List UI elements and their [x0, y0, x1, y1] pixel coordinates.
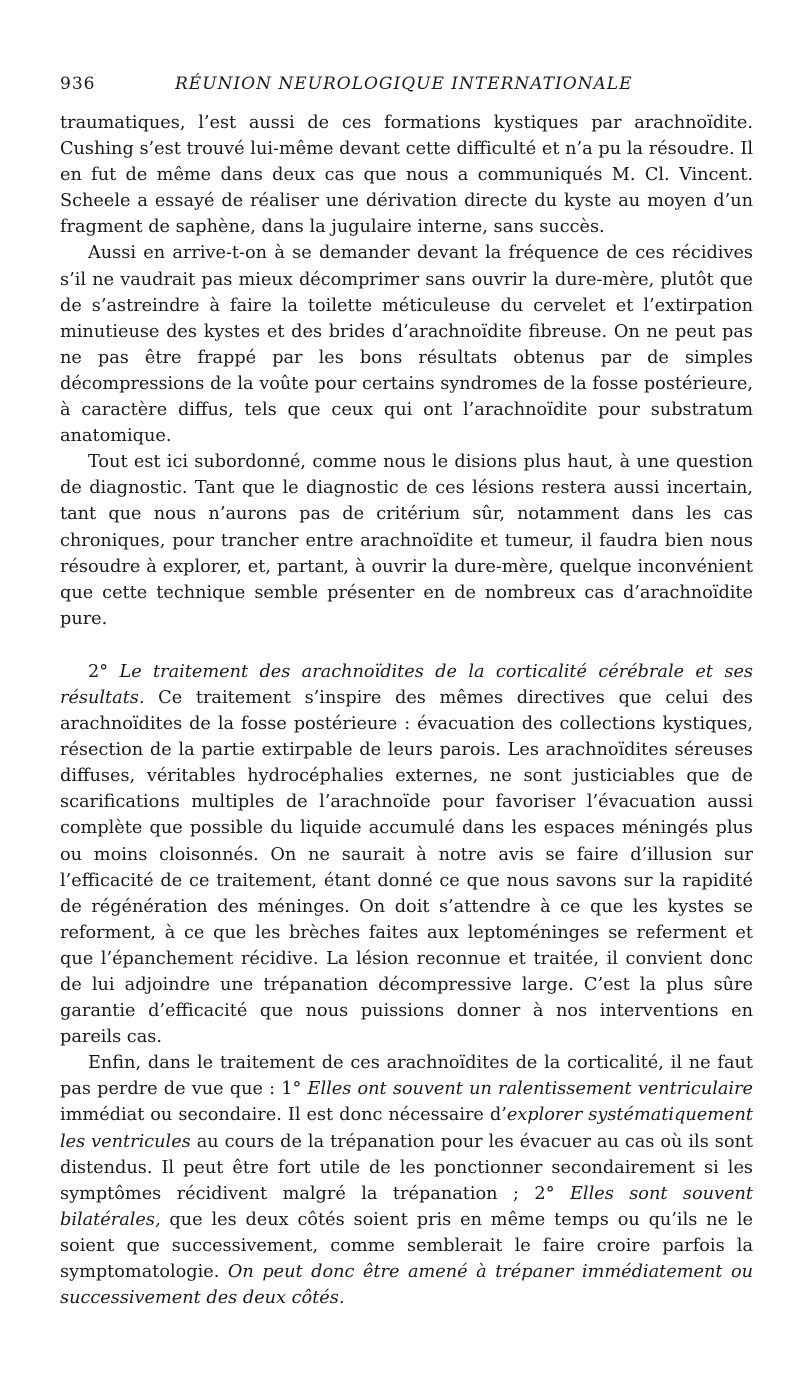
italic-run: Elles ont souvent un ralentissement ventriculaire: [307, 1079, 753, 1100]
text-run: que les deux côtés soient pris en même temps ou qu’ils ne le soient que successivement, comme semblerait le faire croire parfois la symptomatologie.: [60, 1209, 753, 1283]
italic-run: Le traitement des arachnoïdites de la corticalité cérébrale et ses résultats.: [60, 661, 753, 708]
text-run: Enfin, dans le traitement de ces arachnoïdites de la corticalité, il ne faut pas perdre de vue que : 1°: [60, 1053, 753, 1100]
running-header: [60, 74, 740, 98]
page-number: 936: [60, 74, 96, 94]
italic-run: Elles sont souvent bilatérales,: [60, 1183, 753, 1230]
paragraph: [60, 449, 753, 632]
italic-run: On peut donc être amené à trépaner immédiatement ou successivement des deux côtés.: [60, 1262, 754, 1309]
italic-run: explorer systématiquement les ventricules: [60, 1105, 754, 1152]
paragraph: [60, 659, 753, 1050]
text-run: Tout est ici subordonné, comme nous le disions plus haut, à une question de diagnostic. Tant que le diagnostic de ces lésions restera aussi incertain, tant que nous n’aurons pas de critérium sûr, notamment dans les cas chroniques, pour trancher entre arachnoïdite et tumeur, il faudra bien nous résoudre à explorer, et, partant, à ouvrir la dure-mère, quelque inconvénient que cette technique semble présenter en de nombreux cas d’arachnoïdite pure.: [60, 452, 753, 629]
paragraph: [60, 1050, 753, 1311]
text-run: Ce traitement s’inspire des mêmes directives que celui des arachnoïdites de la fosse postérieure : évacuation des collections kystiques, résection de la partie extirpable de leurs parois. Les arachnoïdites séreuses diffuses, véritables hydrocéphalies externes, ne sont justiciables que de scarifications multiples de l’arachnoïde pour favoriser l’évacuation aussi complète que possible du liquide accumulé dans les espaces méningés plus ou moins cloisonnés. On ne saurait à notre avis se faire d’illusion sur l’efficacité de ce traitement, étant donné ce que nous savons sur la rapidité de régénération des méninges. On doit s’attendre à ce que les kystes se reforment, à ce que les brèches faites aux leptoméninges se referment et que l’épanchement récidive. La lésion reconnue et traitée, il convient donc de lui adjoindre une trépanation décompressive large. C’est la plus sûre garantie d’efficacité que nous puissions donner à nos interventions en pareils cas.: [60, 687, 753, 1048]
body-text: [60, 110, 753, 1311]
running-title: RÉUNION NEUROLOGIQUE INTERNATIONALE: [175, 74, 633, 94]
text-run: traumatiques, l’est aussi de ces formations kystiques par arachnoïdite. Cushing s’est trouvé lui-même devant cette difficulté et n’a pu la résoudre. Il en fut de même dans deux cas que nous a communiqués M. Cl. Vincent. Scheele a essayé de réaliser une dérivation directe du kyste au moyen d’un fragment de saphène, dans la jugulaire interne, sans succès.: [60, 113, 753, 238]
paragraph: [60, 110, 753, 240]
text-run: Aussi en arrive-t-on à se demander devant la fréquence de ces récidives s’il ne vaudrait pas mieux décomprimer sans ouvrir la dure-mère, plutôt que de s’astreindre à faire la toilette méticuleuse du cervelet et l’extirpation minutieuse des kystes et des brides d’arachnoïdite fibreuse. On ne peut pas ne pas être frappé par les bons résultats obtenus par de simples décompressions de la voûte pour certains syndromes de la fosse postérieure, à caractère diffus, tels que ceux qui ont l’arachnoïdite pour substratum anatomique.: [60, 243, 753, 447]
text-run: au cours de la trépanation pour les évacuer au cas où ils sont distendus. Il peut être fort utile de les ponctionner secondairement si les symptômes récidivent malgré la trépanation ; 2°: [60, 1131, 753, 1204]
text-run: immédiat ou secondaire. Il est donc nécessaire d’: [60, 1105, 507, 1126]
text-run: 2°: [88, 661, 120, 682]
paragraph: [60, 240, 753, 449]
